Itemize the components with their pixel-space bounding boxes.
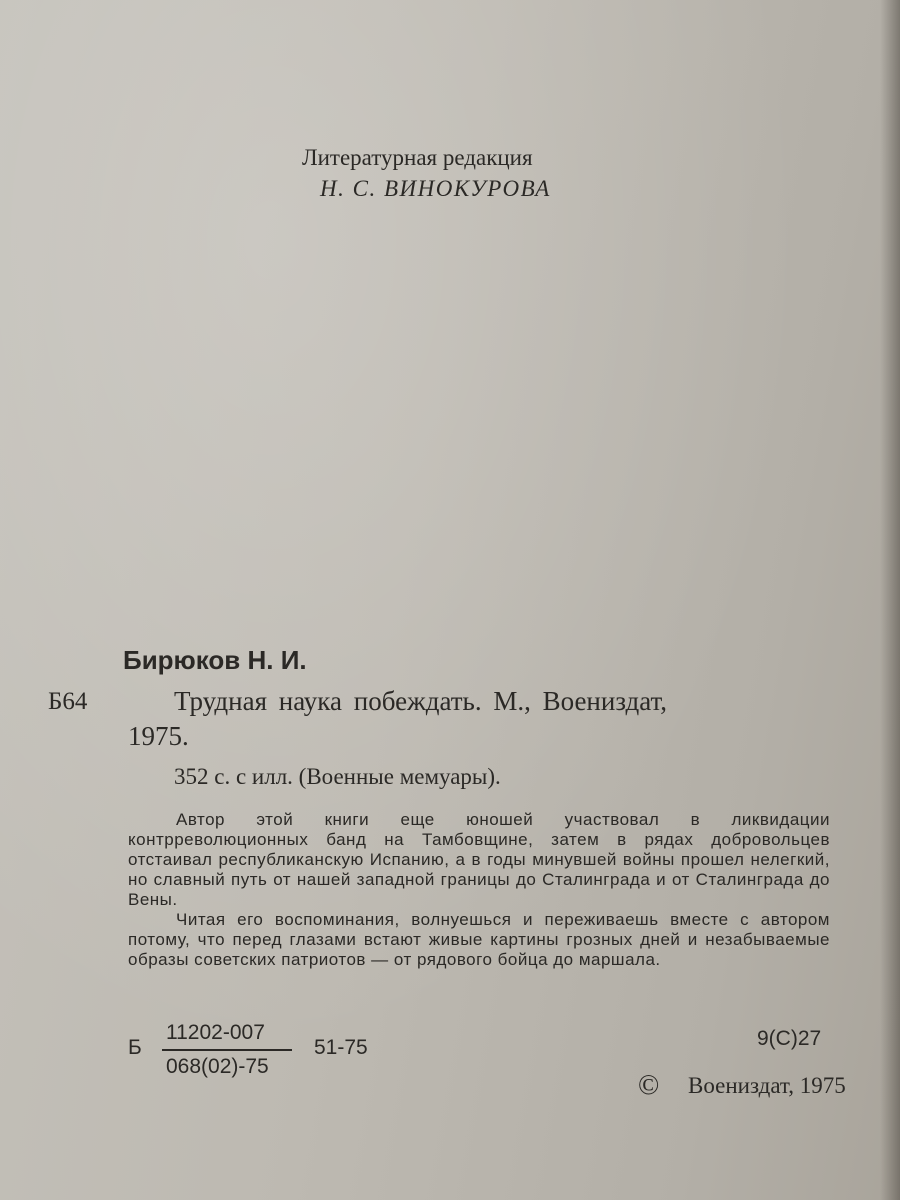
fraction-line — [162, 1049, 292, 1051]
catalog-title: Трудная наука побеждать. М., Воениздат, — [174, 686, 668, 716]
page-edge-shadow — [880, 0, 900, 1200]
annotation — [128, 810, 830, 970]
catalog-year: 1975. — [128, 721, 189, 751]
catalog-author: Бирюков Н. И. — [123, 645, 307, 675]
catalog-pages: 352 с. с илл. (Военные мемуары). — [174, 764, 501, 789]
code-numerator: 11202-007 — [166, 1021, 265, 1044]
code-middle: 51-75 — [314, 1036, 368, 1059]
annotation-paragraph-2: Читая его воспоминания, волнуешься и переживаешь вместе с автором потому, что перед глазами встают живые картины грозных дней и незабываемые образы советских патриотов — от рядового бойца до маршала. — [128, 910, 830, 969]
annotation-paragraph-1: Автор этой книги еще юношей участвовал в ликвидации контрреволюционных банд на Тамбовщине, затем в рядах добровольцев отстаивал республиканскую Испанию, а в годы минувшей войны прошел нелегкий, но славный путь от нашей западной границы до Сталинграда и от Сталинграда до Вены. — [128, 810, 830, 909]
code-letter: Б — [128, 1036, 142, 1059]
code-denominator: 068(02)-75 — [166, 1055, 269, 1078]
catalog-index: Б64 — [48, 688, 88, 715]
copyright-icon: © — [638, 1070, 660, 1101]
editor-name: Н. С. ВИНОКУРОВА — [320, 176, 551, 201]
editorial-label: Литературная редакция — [302, 145, 533, 170]
code-classification: 9(С)27 — [757, 1027, 822, 1050]
copyright-text: Воениздат, 1975 — [688, 1073, 846, 1098]
